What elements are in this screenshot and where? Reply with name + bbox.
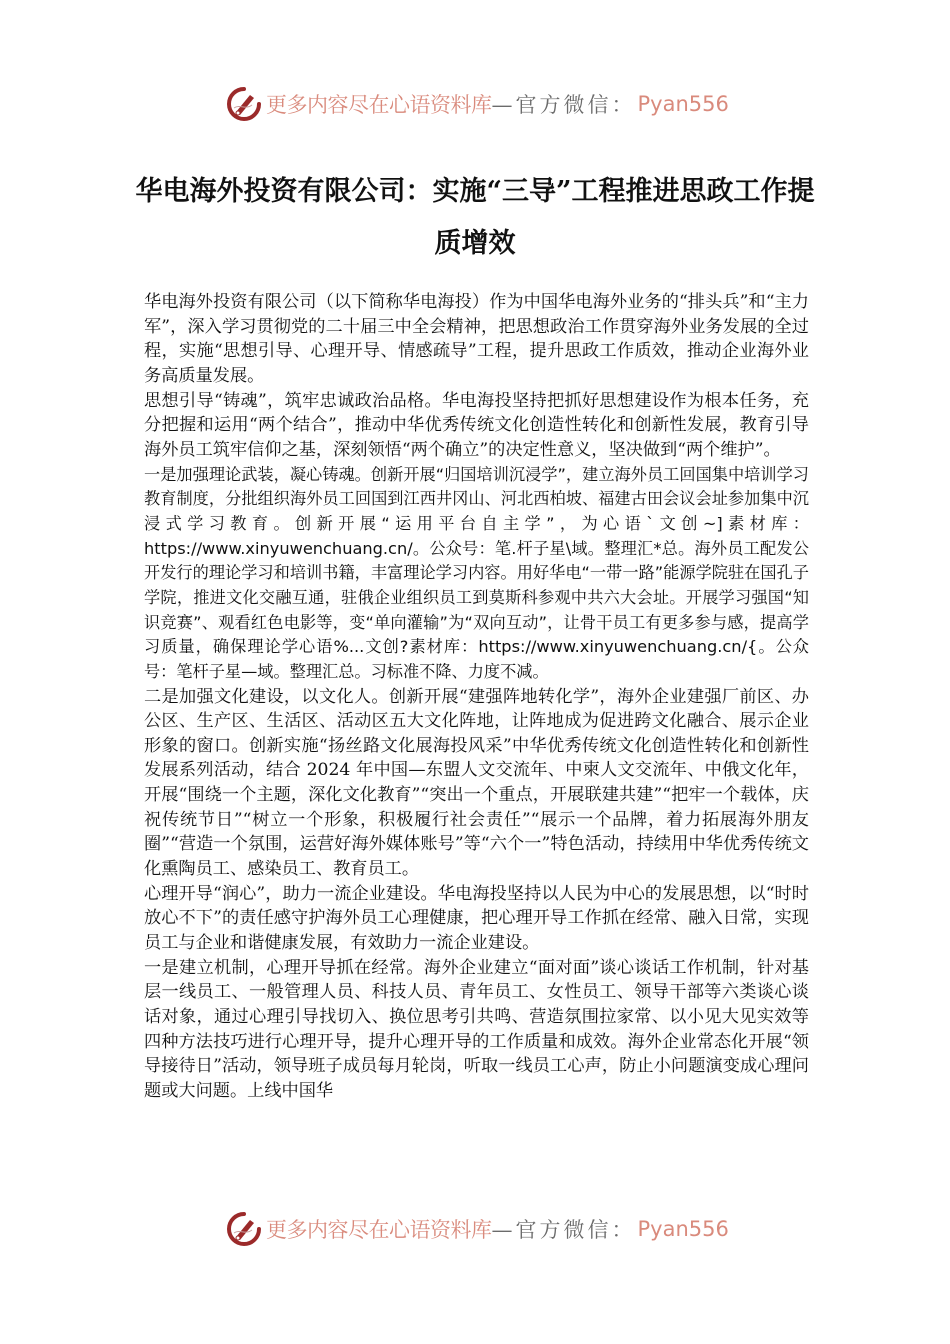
paragraph-intro: 华电海外投资有限公司（以下简称华电海投）作为中国华电海外业务的“排头兵”和“主力军”，深入学习贯彻党的二十届三中全会精神，把思想政治工作贯穿海外业务发展的全过程，实施“思想引导、心理开导、情感疏导”工程，提升思政工作质效，推动企业海外业务高质量发展。 bbox=[144, 292, 809, 386]
banner-wechat-id: Pyan556 bbox=[637, 92, 729, 116]
quill-pen-circle-icon bbox=[226, 1211, 262, 1247]
banner-wechat-label: —官方微信： bbox=[491, 1218, 636, 1242]
paragraph-mechanism: 一是建立机制，心理开导抓在经常。海外企业建立“面对面”谈心谈话工作机制，针对基层一线员工、一般管理人员、科技人员、青年员工、女性员工、领导干部等六类谈心谈话对象，通过心理引导找切入、换位思考引共鸣、营造氛围拉家常、以小见大见实效等四种方法技巧进行心理开导，提升心理开导的工作质量和成效。海外企业常态化开展“领导接待日”活动，领导班子成员每月轮岗，听取一线员工心声，防止小问题演变成心理问题或大问题。上线中国华 bbox=[144, 957, 809, 1101]
paragraph-culture: 二是加强文化建设，以文化人。创新开展“建强阵地转化学”，海外企业建强厂前区、办公区、生产区、生活区、活动区五大文化阵地，让阵地成为促进跨文化融合、展示企业形象的窗口。创新实施“扬丝路文化展海投风采”中华优秀传统文化创造性转化和创新性发展系列活动，结合 2024 年中国—东盟人文交流年、中柬人文交流年、中俄文化年，开展“围绕一个主题，深化文化教育”“突出一个重点，开展联建共建”“把牢一个载体，庆祝传统节日”“树立一个形象，积极履行社会责任”“展示一个品牌，着力拓展海外朋友圈”“营造一个氛围，运营好海外媒体账号”等“六个一”特色活动，持续用中华优秀传统文化熏陶员工、感染员工、教育员工。 bbox=[144, 686, 809, 880]
footer-watermark-banner bbox=[226, 1209, 729, 1249]
document-title: 华电海外投资有限公司：实施“三导”工程推进思政工作提质增效 bbox=[135, 176, 815, 260]
paragraph-theory: 一是加强理论武装，凝心铸魂。创新开展“归国培训沉浸学”，建立海外员工回国集中培训学习教育制度，分批组织海外员工回国到江西井冈山、河北西柏坡、福建古田会议会址参加集中沉浸式学习教育。创新开展“运用平台自主学”，为心语`文创~]素材库：https://www.xinyuwenchuang.cn/。公众号：笔.杆子星\域。整理汇*总。海外员工配发公开发行的理论学习和培训书籍，丰富理论学习内容。用好华电“一带一路”能源学院驻在国孔子学院，推进文化交融互通，驻俄企业组织员工到莫斯科参观中共六大会址。开展学习强国“知识竞赛”、观看红色电影等，变“单向灌输”为“双向互动”，让骨干员工有更多参与感，提高学习质量，确保理论学心语%...文创?素材库：https://www.xinyuwenchuang.cn/{。公众号：笔杆子星—域。整理汇总。习标准不降、力度不减。 bbox=[144, 464, 809, 681]
banner-wechat-label: —官方微信： bbox=[491, 93, 636, 117]
document-body bbox=[144, 290, 809, 1104]
paragraph-section-thought: 思想引导“铸魂”，筑牢忠诚政治品格。华电海投坚持把抓好思想建设作为根本任务，充分把握和运用“两个结合”，推动中华优秀传统文化创造性转化和创新性发展，教育引导海外员工筑牢信仰之基，深刻领悟“两个确立”的决定性意义，坚决做到“两个维护”。 bbox=[144, 390, 809, 460]
header-watermark-banner bbox=[226, 84, 729, 124]
banner-text: 更多内容尽在心语资料库 bbox=[266, 1218, 492, 1242]
banner-wechat-id: Pyan556 bbox=[637, 1217, 729, 1241]
paragraph-section-psychology: 心理开导“润心”，助力一流企业建设。华电海投坚持以人民为中心的发展思想，以“时时放心不下”的责任感守护海外员工心理健康，把心理开导工作抓在经常、融入日常，实现员工与企业和谐健康发展，有效助力一流企业建设。 bbox=[144, 883, 809, 954]
banner-text: 更多内容尽在心语资料库 bbox=[266, 93, 492, 117]
quill-pen-circle-icon bbox=[226, 86, 262, 122]
